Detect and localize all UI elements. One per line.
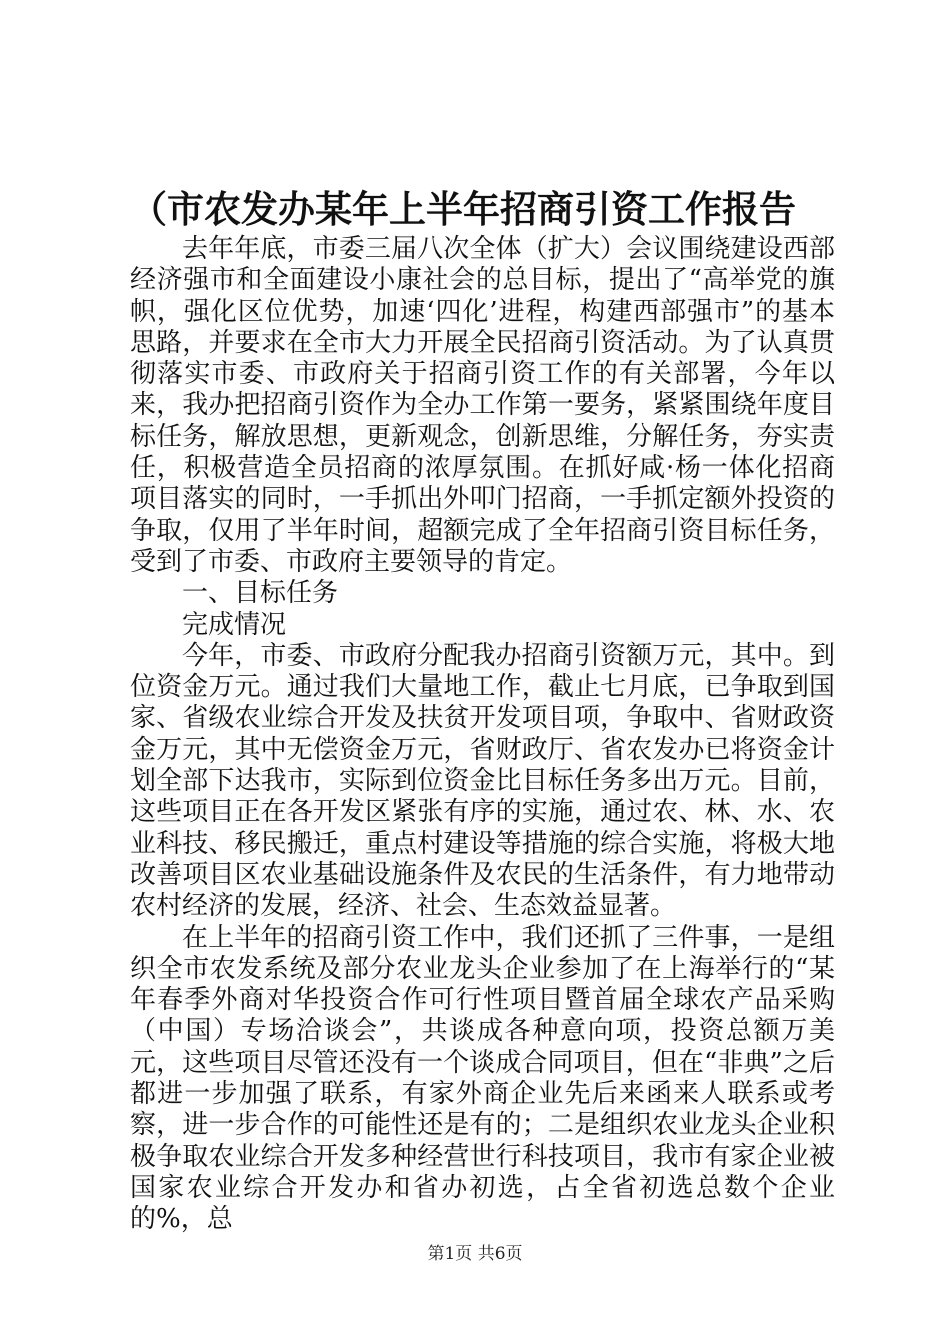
completion-paragraph: 今年，市委、市政府分配我办招商引资额万元，其中。到位资金万元。通过我们大量地工作，截止七月底，已争取到国家、省级农业综合开发及扶贫开发项目项，争取中、省财政资金万元，其中无偿资金万元，省财政厅、省农发办已将资金计划全部下达我市，实际到位资金比目标任务多出万元。目前，这些项目正在各开发区紧张有序的实施，通过农、林、水、农业科技、移民搬迁，重点村建设等措施的综合实施，将极大地改善项目区农业基础设施条件及农民的生活条件，有力地带动农村经济的发展，经济、社会、生态效益显著。 bbox=[130, 640, 835, 922]
document-title: （市农发办某年上半年招商引资工作报告 bbox=[130, 187, 796, 231]
page-number-footer: 第1页 共6页 bbox=[427, 1244, 523, 1264]
intro-paragraph: 去年年底，市委三届八次全体（扩大）会议围绕建设西部经济强市和全面建设小康社会的总目标，提出了“高举党的旗帜，强化区位优势，加速‘四化’进程，构建西部强市”的基本思路，并要求在全市大力开展全民招商引资活动。为了认真贯彻落实市委、市政府关于招商引资工作的有关部署，今年以来，我办把招商引资作为全办工作第一要务，紧紧围绕年度目标任务，解放思想，更新观念，创新思维，分解任务，夯实责任，积极营造全员招商的浓厚氛围。在抓好咸·杨一体化招商项目落实的同时，一手抓出外叩门招商，一手抓定额外投资的争取，仅用了半年时间，超额完成了全年招商引资目标任务，受到了市委、市政府主要领导的肯定。 bbox=[130, 234, 835, 577]
document-body bbox=[130, 234, 835, 1236]
subheading-completion: 完成情况 bbox=[182, 609, 287, 640]
activities-paragraph: 在上半年的招商引资工作中，我们还抓了三件事，一是组织全市农发系统及部分农业龙头企业参加了在上海举行的“某年春季外商对华投资合作可行性项目暨首届全球农产品采购（中国）专场洽谈会”，共谈成各种意向项，投资总额万美元，这些项目尽管还没有一个谈成合同项目，但在“非典”之后都进一步加强了联系，有家外商企业先后来函来人联系或考察，进一步合作的可能性还是有的；二是组织农业龙头企业积极争取农业综合开发多种经营世行科技项目，我市有家企业被国家农业综合开发办和省办初选，占全省初选总数个企业的%，总 bbox=[130, 922, 835, 1235]
section-heading-goals: 一、目标任务 bbox=[182, 578, 339, 609]
